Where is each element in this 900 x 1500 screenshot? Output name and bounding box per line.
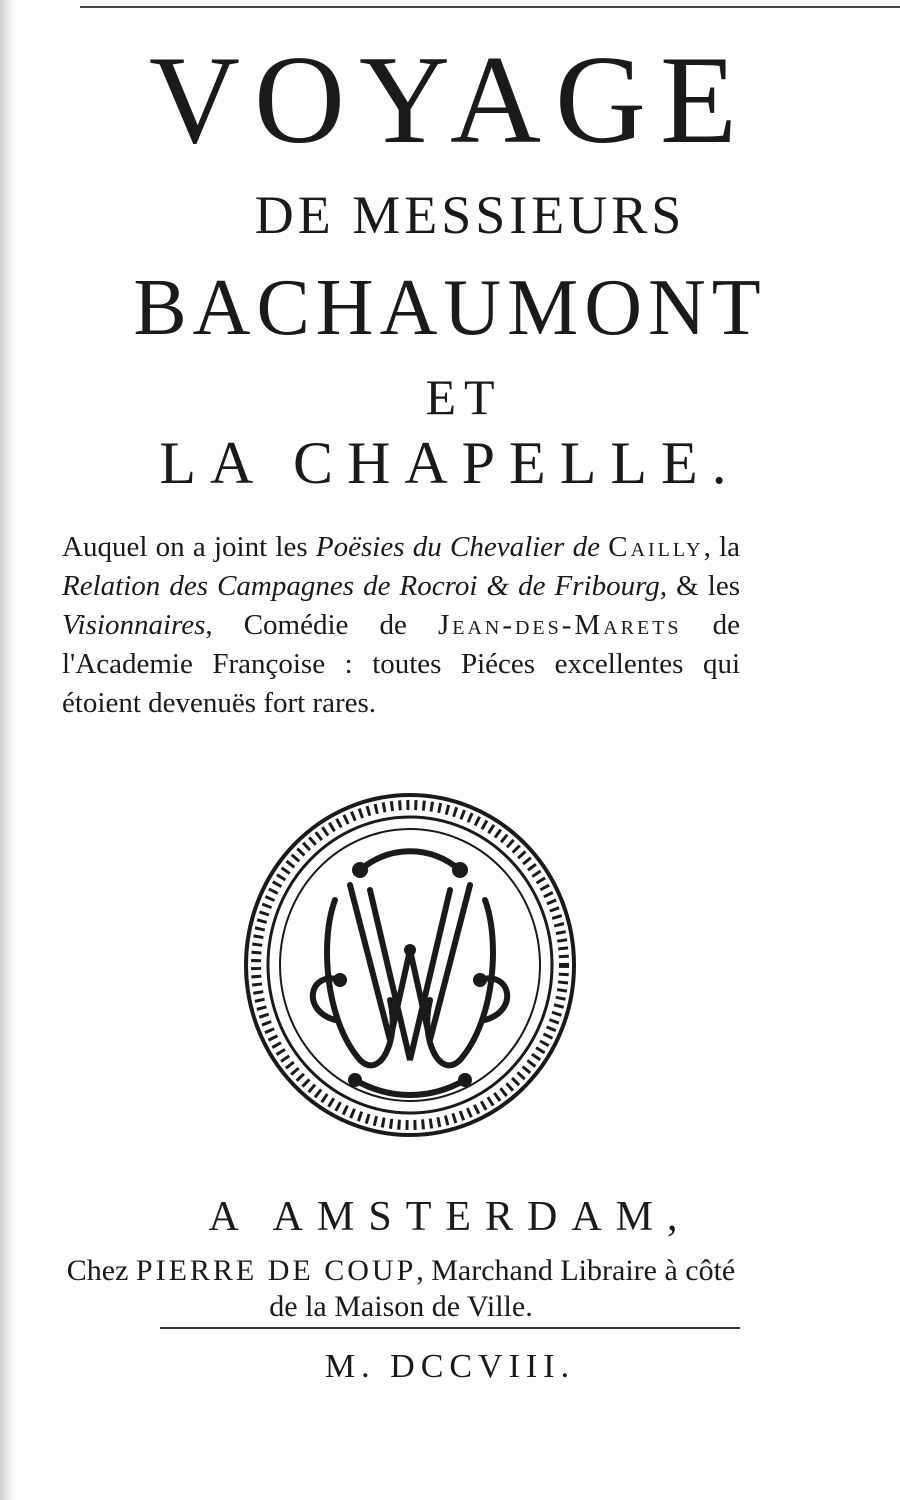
title-de-messieurs: DE MESSIEURS xyxy=(254,185,686,245)
desc-cailly: Cailly xyxy=(608,531,704,563)
desc-part: , Comédie de xyxy=(205,609,438,641)
monogram-ornament-icon xyxy=(240,790,580,1140)
imprint-publisher-name: PIERRE DE COUP xyxy=(135,1254,417,1287)
imprint-prefix: Chez xyxy=(66,1254,136,1287)
imprint-city: A AMSTERDAM, xyxy=(208,1194,692,1240)
desc-part: Auquel on a joint les xyxy=(62,531,316,563)
title-la-chapelle: LA CHAPELLE. xyxy=(159,430,741,496)
desc-part: , la xyxy=(703,531,740,563)
title-bachaumont: BACHAUMONT xyxy=(133,264,767,352)
desc-visionnaires: Visionnaires xyxy=(62,609,206,641)
desc-poesies: Poësies du Chevalier de xyxy=(315,531,600,563)
imprint-publisher xyxy=(56,1253,746,1325)
imprint-date: M. DCCVIII. xyxy=(324,1348,576,1385)
desc-part: de l'Academie Françoise : toutes Piéces excellentes qui étoient devenuës fort rares. xyxy=(62,609,741,719)
top-edge-rule xyxy=(80,6,900,8)
imprint-suffix: , Marchand Libraire à côté de la Maison de Ville. xyxy=(269,1254,736,1323)
desc-relation: Relation des Campagnes de Rocroi & de Fribourg xyxy=(62,570,660,602)
title-et: ET xyxy=(425,369,503,425)
title-voyage: VOYAGE xyxy=(149,31,751,170)
imprint-rule xyxy=(160,1327,740,1329)
title-description xyxy=(62,528,740,723)
desc-jean-des-marets: Jean-des-Marets xyxy=(437,609,682,641)
desc-part: , & les xyxy=(659,570,740,602)
